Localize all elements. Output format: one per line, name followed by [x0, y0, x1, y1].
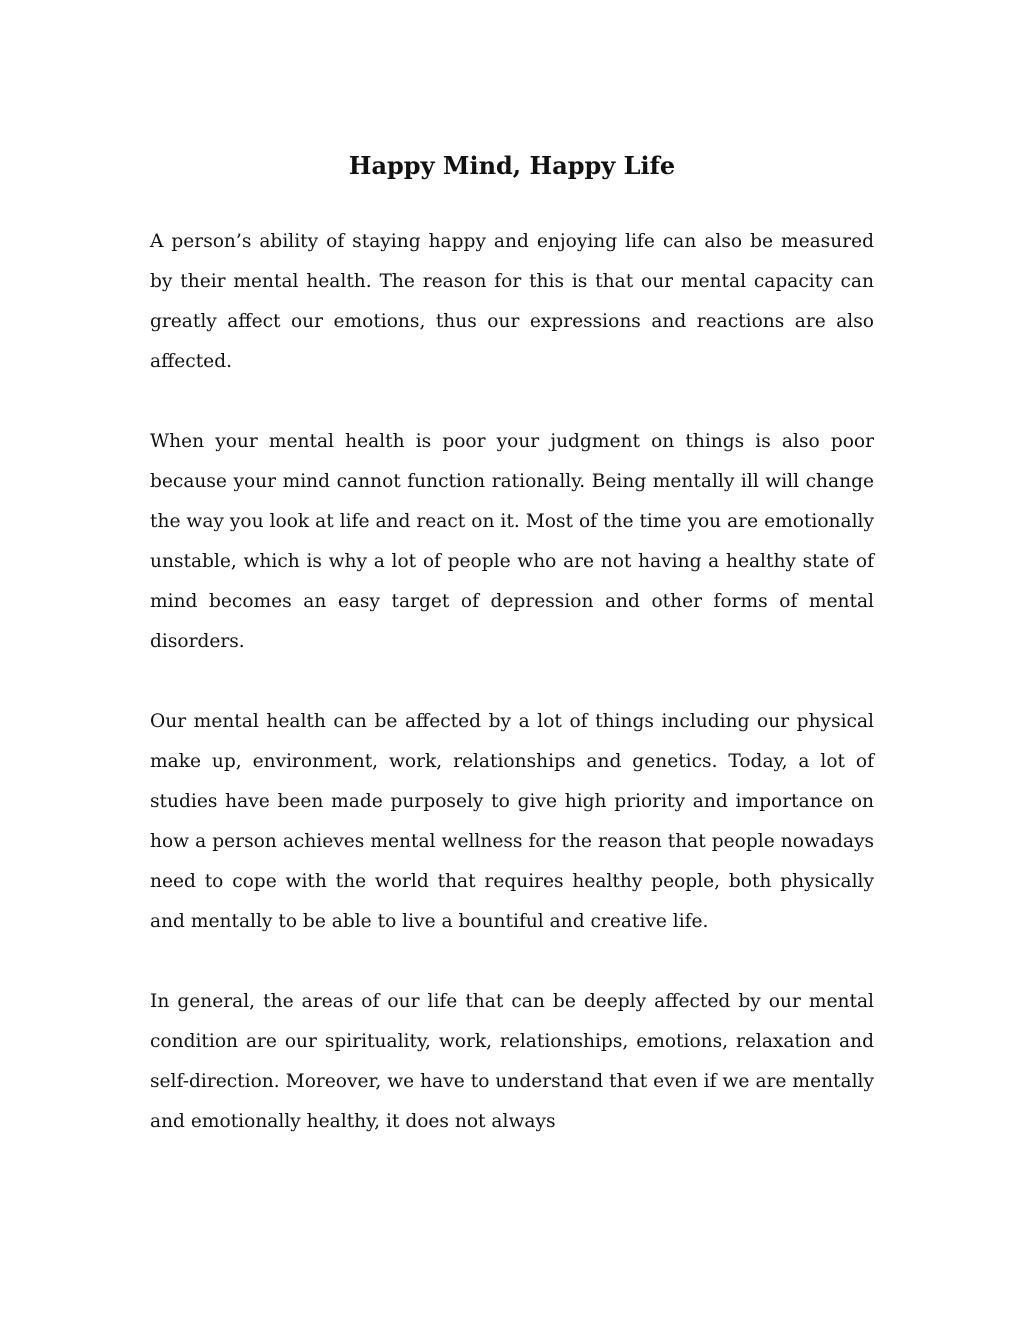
paragraph: In general, the areas of our life that can be deeply affected by our mental condition are our spirituality, work, relationships, emotions, relaxation and self-direction. Moreover, we have to understand that even if we are mentally and emotionally healthy, it does not always — [150, 991, 874, 1132]
paragraph: Our mental health can be affected by a lot of things including our physical make up, environment, work, relationships and genetics. Today, a lot of studies have been made purposely to give high priority and importance on how a person achieves mental wellness for the reason that people nowadays need to cope with the world that requires healthy people, both physically and mentally to be able to live a bountiful and creative life. — [150, 711, 874, 932]
document-body — [150, 222, 874, 1142]
paragraph: When your mental health is poor your judgment on things is also poor because your mind cannot function rationally. Being mentally ill will change the way you look at life and react on it. Most of the time you are emotionally unstable, which is why a lot of people who are not having a healthy state of mind becomes an easy target of depression and other forms of mental disorders. — [150, 431, 874, 652]
document-title: Happy Mind, Happy Life — [348, 151, 676, 180]
paragraph: A person’s ability of staying happy and enjoying life can also be measured by their mental health. The reason for this is that our mental capacity can greatly affect our emotions, thus our expressions and reactions are also affected. — [150, 231, 874, 372]
